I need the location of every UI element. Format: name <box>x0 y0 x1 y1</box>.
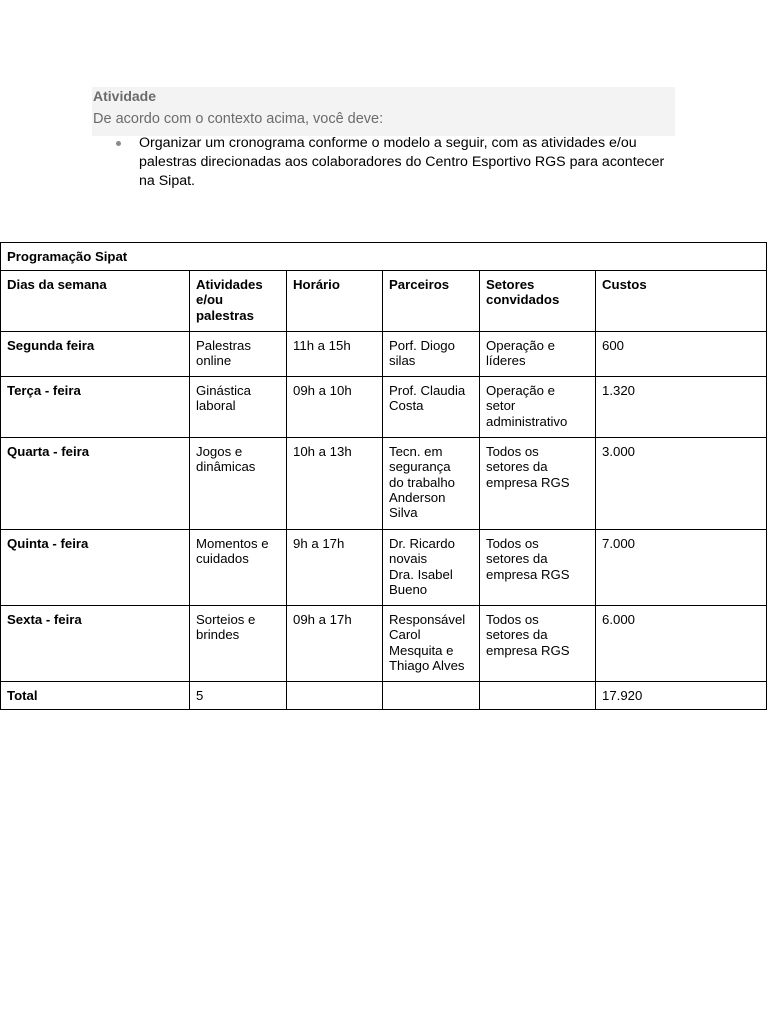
total-activities: 5 <box>190 682 287 710</box>
sectors-cell: Operação e setor administrativo <box>480 377 596 438</box>
table-row <box>1 377 767 438</box>
sectors-cell: Todos os setores da empresa RGS <box>480 438 596 530</box>
partners-cell: Tecn. em segurança do trabalho Anderson Silva <box>383 438 480 530</box>
time-cell: 9h a 17h <box>287 530 383 606</box>
table-row <box>1 530 767 606</box>
day-cell: Sexta - feira <box>1 606 190 682</box>
time-cell: 11h a 15h <box>287 332 383 377</box>
header-day: Dias da semana <box>1 271 190 332</box>
activities-cell: Sorteios e brindes <box>190 606 287 682</box>
table-total-row <box>1 682 767 710</box>
day-cell: Quinta - feira <box>1 530 190 606</box>
activities-cell: Ginástica laboral <box>190 377 287 438</box>
sipat-schedule-table <box>0 242 767 710</box>
header-time: Horário <box>287 271 383 332</box>
table-row <box>1 332 767 377</box>
sectors-cell: Todos os setores da empresa RGS <box>480 530 596 606</box>
partners-cell: Responsável Carol Mesquita e Thiago Alves <box>383 606 480 682</box>
activity-subtitle: De acordo com o contexto acima, você deve: <box>93 111 384 127</box>
table-title-row <box>1 243 767 271</box>
total-partners-empty <box>383 682 480 710</box>
costs-cell: 1.320 <box>596 377 767 438</box>
costs-cell: 7.000 <box>596 530 767 606</box>
instruction-text: Organizar um cronograma conforme o modelo a seguir, com as atividades e/ou palestras direcionadas aos colaboradores do Centro Esportivo RGS para acontecer na Sipat. <box>139 135 665 189</box>
sectors-cell: Operação e líderes <box>480 332 596 377</box>
day-cell: Quarta - feira <box>1 438 190 530</box>
table-row <box>1 606 767 682</box>
costs-cell: 6.000 <box>596 606 767 682</box>
partners-cell: Porf. Diogo silas <box>383 332 480 377</box>
partners-cell: Prof. Claudia Costa <box>383 377 480 438</box>
table-title: Programação Sipat <box>1 243 767 271</box>
time-cell: 09h a 10h <box>287 377 383 438</box>
header-costs: Custos <box>596 271 767 332</box>
table-row <box>1 438 767 530</box>
header-activities: Atividades e/ou palestras <box>190 271 287 332</box>
bullet-icon <box>116 141 121 146</box>
costs-cell: 3.000 <box>596 438 767 530</box>
time-cell: 09h a 17h <box>287 606 383 682</box>
sectors-cell: Todos os setores da empresa RGS <box>480 606 596 682</box>
activity-box <box>92 87 675 136</box>
day-cell: Segunda feira <box>1 332 190 377</box>
header-partners: Parceiros <box>383 271 480 332</box>
total-label: Total <box>1 682 190 710</box>
total-time-empty <box>287 682 383 710</box>
activities-cell: Jogos e dinâmicas <box>190 438 287 530</box>
total-costs: 17.920 <box>596 682 767 710</box>
activities-cell: Momentos e cuidados <box>190 530 287 606</box>
total-sectors-empty <box>480 682 596 710</box>
header-sectors: Setores convidados <box>480 271 596 332</box>
partners-cell: Dr. Ricardo novais Dra. Isabel Bueno <box>383 530 480 606</box>
instruction-list <box>113 134 673 191</box>
table-header-row <box>1 271 767 332</box>
activity-title: Atividade <box>93 88 157 104</box>
time-cell: 10h a 13h <box>287 438 383 530</box>
day-cell: Terça - feira <box>1 377 190 438</box>
costs-cell: 600 <box>596 332 767 377</box>
activities-cell: Palestras online <box>190 332 287 377</box>
list-item <box>113 134 673 191</box>
